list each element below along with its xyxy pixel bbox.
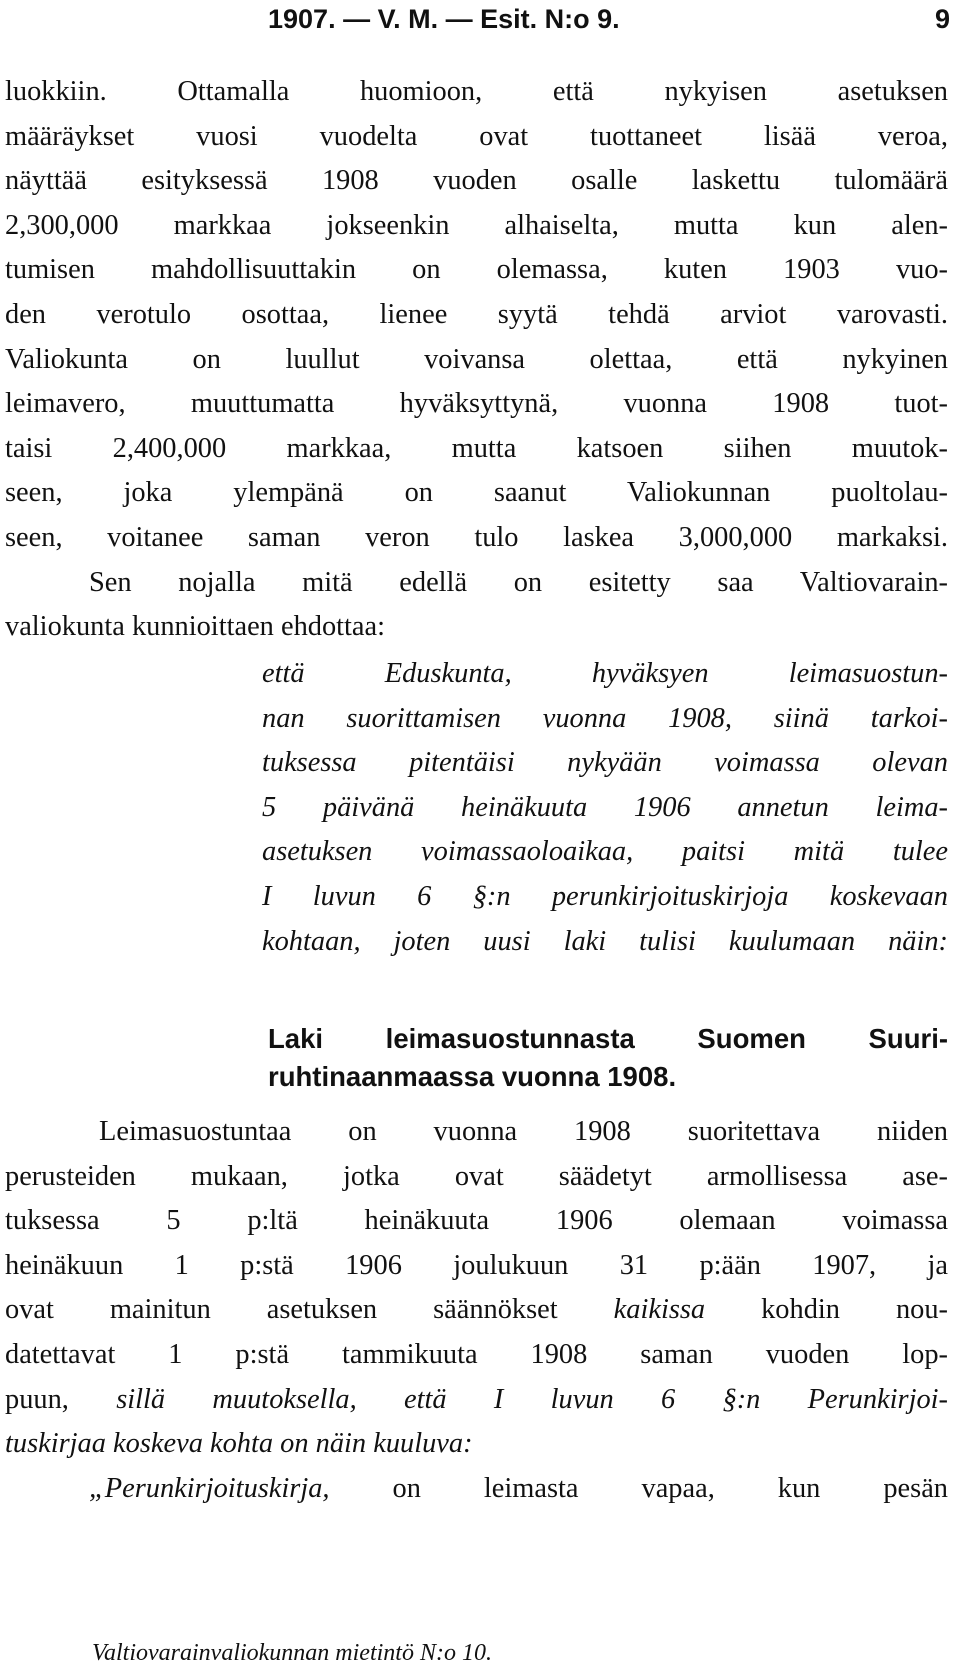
- law-title-line: Laki leimasuostunnasta Suomen Suuri-: [268, 1023, 948, 1054]
- proposal-line: asetuksen voimassaoloaikaa, paitsi mitä tulee: [262, 836, 948, 868]
- proposal-block: [262, 652, 948, 964]
- text-line: näyttää esityksessä 1908 vuoden osalle laskettu tulomäärä: [5, 165, 948, 197]
- emphasis: tuskirjaa koskeva kohta on näin kuuluva:: [5, 1428, 473, 1460]
- page-header: [0, 4, 960, 44]
- text-line: tumisen mahdollisuuttakin on olemassa, kuten 1903 vuo-: [5, 254, 948, 286]
- emphasis: kaikissa: [613, 1294, 706, 1326]
- text-line: datettavat 1 p:stä tammikuuta 1908 saman vuoden lop-: [5, 1338, 948, 1370]
- text-line: määräykset vuosi vuodelta ovat tuottaneet lisää veroa,: [5, 120, 948, 152]
- law-body: [5, 1110, 948, 1511]
- text-line: luokkiin. Ottamalla huomioon, että nykyisen asetuksen: [5, 76, 948, 107]
- proposal-line: 5 päivänä heinäkuuta 1906 annetun leima-: [262, 791, 948, 823]
- emphasis: sillä muutoksella, että I luvun 6 §:n Perunkirjoi-: [116, 1383, 948, 1415]
- page-number: 9: [934, 4, 950, 34]
- text-line: 2,300,000 markkaa jokseenkin alhaiselta, mutta kun alen-: [5, 209, 948, 241]
- text-line: leimavero, muuttumatta hyväksyttynä, vuonna 1908 tuot-: [5, 388, 948, 420]
- text-line: den verotulo osottaa, lienee syytä tehdä arviot varovasti.: [5, 298, 948, 330]
- proposal-line: nan suorittamisen vuonna 1908, siinä tarkoi-: [262, 702, 948, 734]
- text-line: heinäkuun 1 p:stä 1906 joulukuun 31 p:ään 1907, ja: [5, 1249, 948, 1281]
- text-segment: ovat mainitun asetuksen säännökset: [5, 1294, 558, 1326]
- text-line: [5, 1422, 948, 1467]
- text-line: [5, 1467, 948, 1512]
- law-title-line: ruhtinaanmaassa vuonna 1908.: [268, 1061, 677, 1092]
- text-line: tuksessa 5 p:ltä heinäkuuta 1906 olemaan voimassa: [5, 1205, 948, 1237]
- proposal-line: I luvun 6 §:n perunkirjoituskirjoja koskevaan: [262, 880, 948, 912]
- law-title: [268, 1020, 948, 1096]
- proposal-line: tuksessa pitentäisi nykyään voimassa olevan: [262, 747, 948, 779]
- proposal-line: kohtaan, joten uusi laki tulisi kuulumaan näin:: [262, 925, 948, 957]
- text-line: Valiokunta on luullut voivansa olettaa, että nykyinen: [5, 343, 948, 375]
- text-segment: puun,: [5, 1383, 69, 1415]
- proposal-line: että Eduskunta, hyväksyen leimasuostun-: [262, 658, 948, 689]
- body-paragraph-1: [5, 70, 948, 650]
- text-segment: kohdin nou-: [761, 1294, 948, 1326]
- text-line: Leimasuostuntaa on vuonna 1908 suoritettava niiden: [99, 1116, 948, 1147]
- text-line: [5, 1288, 948, 1333]
- text-line: taisi 2,400,000 markkaa, mutta katsoen siihen muutok-: [5, 432, 948, 464]
- text-line: seen, voitanee saman veron tulo laskea 3,000,000 markaksi.: [5, 521, 948, 553]
- text-segment: on leimasta vapaa, kun pesän: [392, 1472, 948, 1504]
- text-line: [5, 1378, 948, 1423]
- text-line: seen, joka ylempänä on saanut Valiokunnan puoltolau-: [5, 477, 948, 509]
- text-line: perusteiden mukaan, jotka ovat säädetyt armollisessa ase-: [5, 1160, 948, 1192]
- text-line: Sen nojalla mitä edellä on esitetty saa Valtiovarain-: [89, 566, 948, 598]
- emphasis: „Perunkirjoituskirja,: [89, 1472, 330, 1504]
- running-head: 1907. — V. M. — Esit. N:o 9.: [268, 4, 620, 34]
- text-line: valiokunta kunnioittaen ehdottaa:: [5, 611, 386, 643]
- page-footer: Valtiovarainvaliokunnan mietintö N:o 10.: [92, 1640, 492, 1666]
